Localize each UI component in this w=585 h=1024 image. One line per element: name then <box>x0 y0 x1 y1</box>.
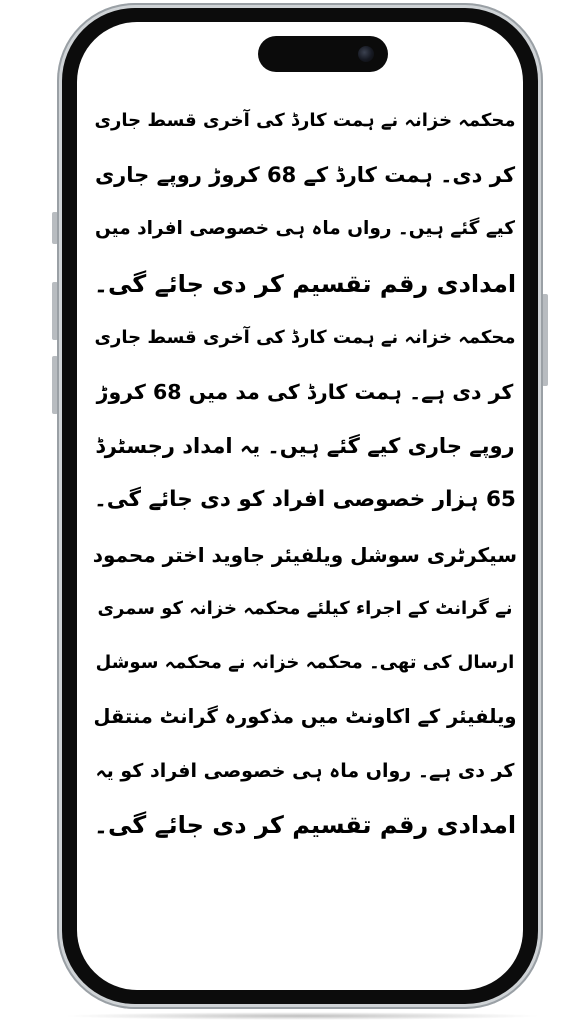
article-line: 65 ہزار خصوصی افراد کو دی جائے گی۔ <box>94 487 516 513</box>
article-line: محکمہ خزانہ نے ہمت کارڈ کی آخری قسط جاری <box>94 110 516 131</box>
article-line: کر دی ہے۔ رواں ماہ ہی خصوصی افراد کو یہ <box>95 760 515 783</box>
dynamic-island <box>258 36 388 72</box>
article-line: امدادی رقم تقسیم کر دی جائے گی۔ <box>93 269 517 298</box>
phone-bezel <box>62 8 538 1004</box>
article-line: امدادی رقم تقسیم کر دی جائے گی۔ <box>93 811 517 840</box>
phone-screen <box>77 22 523 990</box>
article-line: محکمہ خزانہ نے ہمت کارڈ کی آخری قسط جاری <box>94 326 516 348</box>
article-line: ویلفیئر کے اکاونٹ میں مذکورہ گرانٹ منتقل <box>93 705 517 729</box>
article-line: کر دی۔ ہمت کارڈ کے 68 کروڑ روپے جاری <box>94 163 516 188</box>
news-article-text <box>93 94 517 853</box>
article-line: کر دی ہے۔ ہمت کارڈ کی مد میں 68 کروڑ <box>96 379 514 404</box>
phone-shadow <box>62 1012 542 1020</box>
article-line: ارسال کی تھی۔ محکمہ خزانہ نے محکمہ سوشل <box>95 651 515 673</box>
front-camera-icon <box>358 46 374 62</box>
article-line: کیے گئے ہیں۔ رواں ماہ ہی خصوصی افراد میں <box>95 218 515 240</box>
article-line: نے گرانٹ کے اجراء کیلئے محکمہ خزانہ کو سمری <box>97 597 513 619</box>
article-line: سیکرٹری سوشل ویلفیئر جاوید اختر محمود <box>92 542 517 567</box>
article-line: روپے جاری کیے گئے ہیں۔ یہ امداد رجسٹرڈ <box>95 434 515 459</box>
phone-frame <box>57 3 543 1009</box>
